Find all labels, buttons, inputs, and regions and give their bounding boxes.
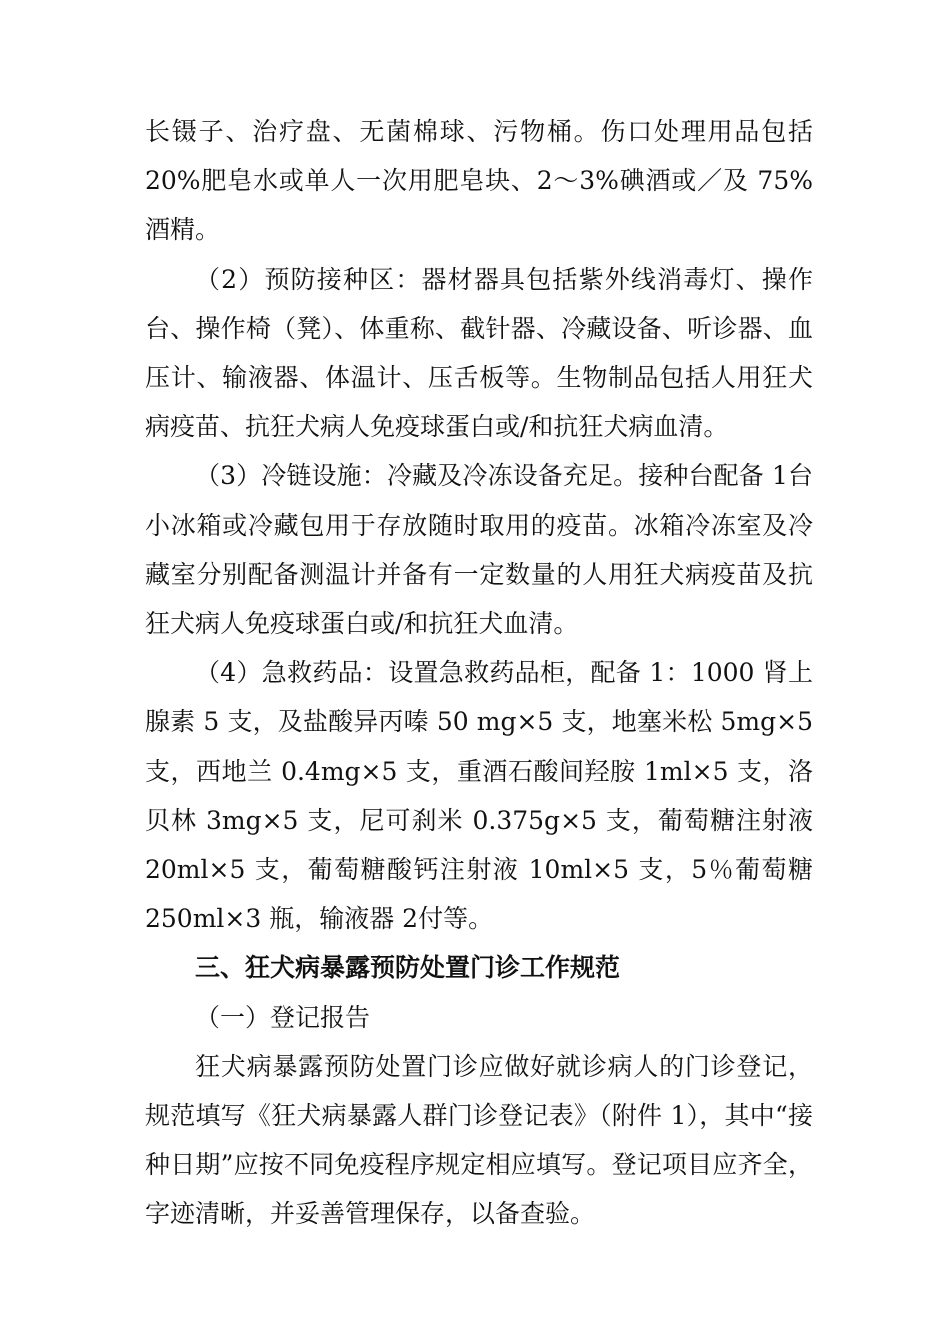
paragraph-emergency-drugs: （4）急救药品：设置急救药品柜，配备 1：1000 肾上腺素 5 支，及盐酸异丙嗪 50 mg×5 支，地塞米松 5mg×5 支，西地兰 0.4mg×5 支，重酒石酸间羟胺 1ml×5 支，洛贝林 3mg×5 支，尼可刹米 0.375g×5 支，葡萄糖注射液 20ml×5 支，葡萄糖酸钙注射液 10ml×5 支，5％葡萄糖 250ml×3 瓶，输液器 2付等。 xyxy=(145,658,813,934)
paragraph-cold-chain: （3）冷链设施：冷藏及冷冻设备充足。接种台配备 1台小冰箱或冷藏包用于存放随时取用的疫苗。冰箱冷冻室及冷藏室分别配备测温计并备有一定数量的人用狂犬病疫苗及抗狂犬病人免疫球蛋白或/和抗狂犬血清。 xyxy=(145,461,813,639)
document-body xyxy=(145,107,813,1239)
paragraph-vaccination-area: （2）预防接种区：器材器具包括紫外线消毒灯、操作台、操作椅（凳）、体重称、截针器、冷藏设备、听诊器、血压计、输液器、体温计、压舌板等。生物制品包括人用狂犬病疫苗、抗狂犬病人免疫球蛋白或/和抗狂犬病血清。 xyxy=(145,264,813,442)
section-heading: 三、狂犬病暴露预防处置门诊工作规范 xyxy=(195,953,621,983)
paragraph-registration: 狂犬病暴露预防处置门诊应做好就诊病人的门诊登记，规范填写《狂犬病暴露人群门诊登记表》（附件 1），其中“接种日期”应按不同免疫程序规定相应填写。登记项目应齐全，字迹清晰，并妥善管理保存，以备查验。 xyxy=(145,1051,813,1229)
subsection-heading: （一）登记报告 xyxy=(195,1002,371,1032)
paragraph-wound-supplies: 长镊子、治疗盘、无菌棉球、污物桶。伤口处理用品包括 20%肥皂水或单人一次用肥皂块、2～3%碘酒或／及 75%酒精。 xyxy=(145,117,813,245)
